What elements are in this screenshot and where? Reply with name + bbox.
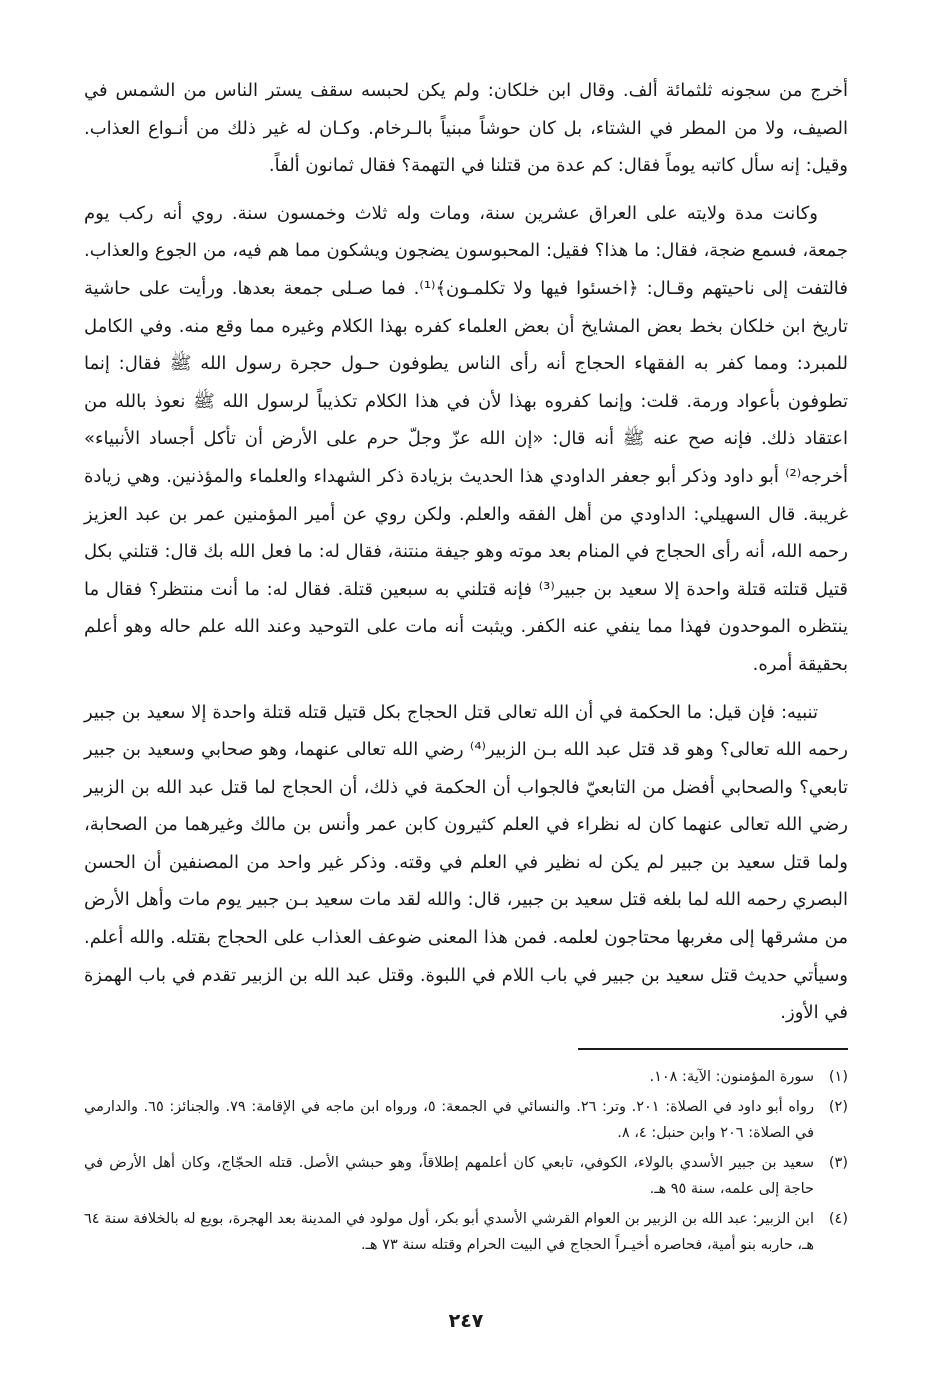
footnote-number: (٣) bbox=[828, 1155, 848, 1171]
footnote-divider bbox=[578, 1048, 848, 1050]
paragraph: تنبيه: فإن قيل: ما الحكمة في أن الله تعالى قتل الحجاج بكل قتيل قتله قتلة واحدة إلا سعيد بن جبير رحمه الله تعالى؟ وهو قد قتل عبد الله بـن الزبير⁽⁴⁾ رضي الله تعالى عنهما، وهو صحابي وسعيد بن جبير تابعي؟ والصحابي أفضل من التابعيّ فالجواب أن الحكمة في ذلك، أن الحجاج لما قتل عبد الله بن الزبير رضي الله تعالى عنهما كان له نظراء في العلم كثيرون كابن عمر وأنس بن مالك وغيرهما من الصحابة، ولما قتل سعيد بن جبير لم يكن له نظير في العلم في وقته. وذكر غير واحد من المصنفين أن الحسن البصري رحمه الله لما بلغه قتل سعيد بن جبير، قال: والله لقد مات سعيد بـن جبير يوم مات وأهل الأرض من مشرقها إلى مغربها محتاجون لعلمه. فمن هذا المعنى ضوعف العذاب على الحجاج بقتله. والله أعلم. وسيأتي حديث قتل سعيد بن جبير في باب اللام في اللبوة. وقتل عبد الله بن الزبير تقدم في باب الهمزة في الأوز. bbox=[84, 701, 848, 1024]
footnote-text: سعيد بن جبير الأسدي بالولاء، الكوفي، تابعي كان أعلمهم إطلاقاً، وهو حبشي الأصل. قتله الحجّاج، وكان أهل الأرض في حاجة إلى علمه، سنة ٩٥ هـ. bbox=[84, 1155, 814, 1197]
paragraph: وكانت مدة ولايته على العراق عشرين سنة، ومات وله ثلاث وخمسون سنة. روي أنه ركب يوم جمعة، فسمع ضجة، فقال: ما هذا؟ فقيل: المحبوسون يضجون ويشكون مما هم فيه، من الجوع والعذاب. فالتفت إلى ناحيتهم وقـال: ﴿اخسئوا فيها ولا تكلمـون﴾⁽¹⁾. فما صـلى جمعة بعدها. ورأيت على حاشية تاريخ ابن خلكان بخط بعض المشايخ أن بعض العلماء كفره بهذا الكلام وغيره مما وقع منه. وفي الكامل للمبرد: ومما كفر به الفقهاء الحجاج أنه رأى الناس يطوفون حـول حجرة رسول الله ﷺ فقال: إنما تطوفون بأعواد ورمة. قلت: وإنما كفروه بهذا لأن في هذا الكلام تكذيباً لرسول الله ﷺ نعوذ بالله من اعتقاد ذلك. فإنه صح عنه ﷺ أنه قال: «إن الله عزّ وجلّ حرم على الأرض أن تأكل أجساد الأنبياء» أخرجه⁽²⁾ أبو داود وذكر أبو جعفر الداودي هذا الحديث بزيادة ذكر الشهداء والعلماء والمؤذنين. وهي زيادة غريبة. قال السهيلي: الداودي من أهل الفقه والعلم. ولكن روي عن أمير المؤمنين عمر بن عبد العزيز رحمه الله، أنه رأى الحجاج في المنام بعد موته وهو جيفة منتنة، فقال له: ما فعل الله بك قال: قتلني بكل قتيل قتلته قتلة واحدة إلا سعيد بن جبير⁽³⁾ فإنه قتلني به سبعين قتلة. فقال له: ما أنت منتظر؟ فقال ما ينتظره الموحدون فهذا مما ينفي عنه الكفر. ويثبت أنه مات على التوحيد وعند الله علم حاله وهو أعلم بحقيقة أمره. bbox=[83, 202, 848, 675]
footnotes bbox=[84, 1064, 848, 1262]
footnote bbox=[84, 1094, 848, 1146]
footnote-number: (٢) bbox=[828, 1099, 848, 1115]
footnote-text: ابن الزبير: عبد الله بن الزبير بن العوام القرشي الأسدي أبو بكر، أول مولود في المدينة بعد الهجرة، بويع له بالخلافة سنة ٦٤ هـ، حاربه بنو أمية، فحاصره أخيـراً الحجاج في البيت الحرام وقتله سنة ٧٣ هـ. bbox=[84, 1211, 814, 1253]
page-number: ٢٤٧ bbox=[448, 1310, 484, 1332]
main-text bbox=[84, 72, 848, 1032]
footnote-text: رواه أبو داود في الصلاة: ٢٠١. وتر: ٢٦. والنسائي في الجمعة: ٥، ورواه ابن ماجه في الإقامة: ٧٩. والجنائز: ٦٥. والدارمي في الصلاة: ٢٠٦ وابن حنبل: ٤، ٨. bbox=[84, 1099, 814, 1141]
footnote-text: سورة المؤمنون: الآية: ١٠٨. bbox=[649, 1069, 814, 1085]
footnote-number: (١) bbox=[828, 1069, 848, 1085]
footnote bbox=[84, 1206, 848, 1258]
paragraph: أخرج من سجونه ثلثمائة ألف. وقال ابن خلكان: ولم يكن لحبسه سقف يستر الناس من الشمس في الصيف، ولا من المطر في الشتاء، بل كان حوشاً مبنياً بالـرخام. وكـان له غير ذلك من أنـواع العذاب. وقيل: إنه سأل كاتبه يوماً فقال: كم عدة من قتلنا في التهمة؟ فقال ثمانون ألفاً. bbox=[84, 80, 848, 177]
footnote bbox=[84, 1150, 848, 1202]
footnote bbox=[84, 1064, 848, 1090]
book-page bbox=[84, 72, 848, 1372]
footnote-number: (٤) bbox=[828, 1211, 848, 1227]
